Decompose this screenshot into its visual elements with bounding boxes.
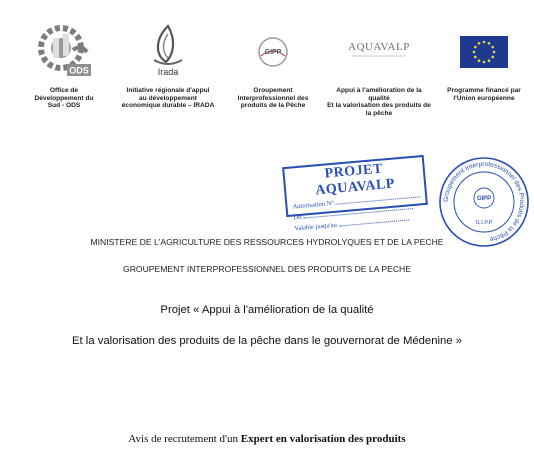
eu-flag-icon bbox=[458, 30, 510, 80]
ministry-heading: MINISTERE DE L'AGRICULTURE DES RESSOURCES HYDROLYQUES ET DE LA PECHE bbox=[90, 237, 444, 247]
stamp-label: Autorisation N° bbox=[292, 199, 335, 211]
caption-line: Programme financé par bbox=[447, 87, 521, 94]
projet-aquavalp-stamp bbox=[282, 155, 428, 233]
caption-line: Initiative régionale d'appui bbox=[126, 87, 210, 94]
caption-line: Groupement bbox=[253, 87, 293, 94]
group-heading: GROUPEMENT INTERPROFESSIONNEL DES PRODUITS DE LA PECHE bbox=[123, 264, 411, 274]
stamp-title: PROJET AQUAVALP bbox=[314, 161, 396, 199]
eu-caption bbox=[436, 87, 532, 102]
caption-line: au développement bbox=[139, 94, 197, 102]
gipp-logo bbox=[253, 30, 293, 80]
caption-line: Et la valorisation des produits de bbox=[327, 102, 431, 110]
ods-caption bbox=[28, 87, 100, 110]
logo-aquavalp-block bbox=[326, 0, 432, 117]
notice-prefix: Avis de recrutement d'un bbox=[128, 433, 241, 445]
ods-logo bbox=[35, 20, 93, 80]
seal-bottom-text: G.I.P.P bbox=[475, 220, 493, 226]
irada-logo bbox=[146, 20, 190, 80]
partner-logos-header bbox=[0, 0, 534, 140]
caption-line: Sud - ODS bbox=[47, 102, 81, 110]
gipp-round-seal bbox=[436, 154, 532, 250]
logo-gipp-block bbox=[226, 0, 320, 110]
project-title-line-2: Et la valorisation des produits de la pêche dans le gouvernorat de Médenine » bbox=[72, 335, 462, 347]
caption-line: économique durable – IRADA bbox=[121, 102, 215, 110]
project-title-line-1: Projet « Appui à l'amélioration de la qualité bbox=[160, 304, 374, 316]
notice-role: Expert en valorisation des produits bbox=[240, 433, 406, 445]
caption-line: Office de bbox=[49, 87, 79, 94]
stamp-label: Du bbox=[293, 213, 302, 222]
aquavalp-logo bbox=[334, 30, 424, 80]
caption-line: qualité bbox=[368, 94, 390, 102]
caption-line: Interprofessionnel des bbox=[237, 94, 309, 102]
caption-line: l'Union européenne bbox=[453, 94, 515, 102]
ods-logo-text: ODS bbox=[69, 65, 89, 76]
seal-center-text: GIPP bbox=[476, 196, 492, 202]
caption-line: la pêche bbox=[365, 109, 393, 117]
logo-irada-block bbox=[116, 0, 220, 110]
caption-line: produits de la Pêche bbox=[240, 102, 306, 110]
gipp-caption bbox=[226, 87, 320, 110]
gipp-logo-text: GIPP bbox=[264, 49, 282, 56]
seal-ring-text: Groupement Interprofessionnel des Produits de la Pêche bbox=[442, 160, 526, 243]
irada-caption bbox=[116, 87, 220, 110]
logo-eu-block bbox=[436, 0, 532, 102]
stamp-label: Valable jusqu'au bbox=[294, 221, 338, 233]
logo-ods-block bbox=[28, 0, 100, 110]
caption-line: Appui à l'amélioration de la bbox=[336, 87, 422, 94]
aquavalp-logo-text: AQUAVALP bbox=[348, 41, 410, 53]
irada-logo-text: Irada bbox=[157, 67, 179, 77]
aquavalp-caption bbox=[326, 87, 432, 117]
caption-line: Développement du bbox=[34, 94, 94, 102]
recruitment-notice-title bbox=[0, 433, 534, 445]
